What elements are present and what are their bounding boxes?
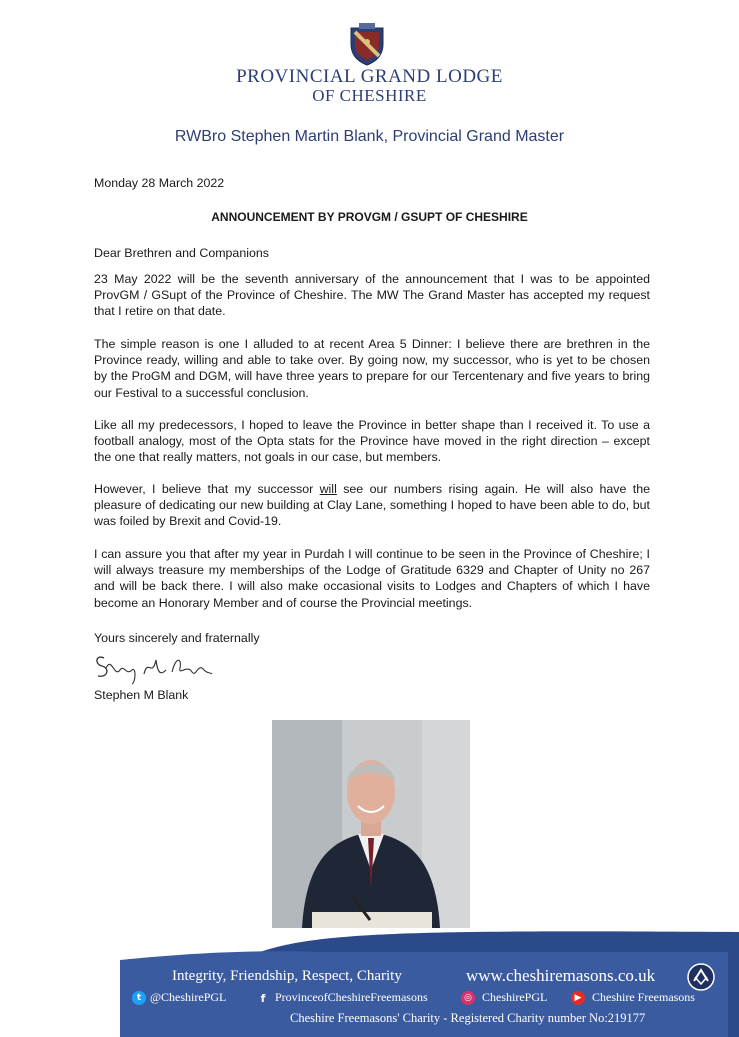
footer-values: Integrity, Friendship, Respect, Charity xyxy=(172,968,402,984)
underlined-word: will xyxy=(319,482,337,496)
masonic-emblem-icon xyxy=(686,962,716,992)
signature xyxy=(92,648,217,686)
signer-name: Stephen M Blank xyxy=(94,688,189,702)
grand-master-title: RWBro Stephen Martin Blank, Provincial Grand Master xyxy=(174,128,565,145)
youtube-icon: ▶ xyxy=(571,991,585,1005)
paragraph-4: However, I believe that my successor will see our numbers rising again. He will also have the pleasure of dedicating our new building at Clay Lane, something I hoped to have been able to do, but was foiled by Brexit and Covid-19. xyxy=(94,482,650,529)
org-name-line1: PROVINCIAL GRAND LODGE xyxy=(236,66,503,87)
paragraph-1: 23 May 2022 will be the seventh anniversary of the announcement that I was to be appointed ProvGM / GSupt of the Province of Cheshire. The MW The Grand Master has accepted my request that I retire on that date. xyxy=(94,272,650,319)
twitter-icon: t xyxy=(132,991,146,1005)
instagram-icon: ◎ xyxy=(461,991,475,1005)
footer-instagram[interactable]: CheshirePGL xyxy=(482,990,548,1004)
footer-website-link[interactable]: www.cheshiremasons.co.uk xyxy=(466,966,656,985)
salutation: Dear Brethren and Companions xyxy=(94,246,269,260)
letter-heading: ANNOUNCEMENT BY PROVGM / GSUPT OF CHESHIRE xyxy=(211,210,528,224)
letter-date: Monday 28 March 2022 xyxy=(94,176,225,190)
footer-facebook[interactable]: ProvinceofCheshireFreemasons xyxy=(275,990,428,1004)
footer-youtube[interactable]: Cheshire Freemasons xyxy=(592,990,695,1004)
crest-icon xyxy=(347,22,387,66)
paragraph-3: Like all my predecessors, I hoped to leave the Province in better shape than I received it. To use a football analogy, most of the Opta stats for the Province have moved in the right direction – except the one that really matters, not goals in our case, but members. xyxy=(94,418,650,465)
facebook-icon: f xyxy=(260,991,266,1005)
closing: Yours sincerely and fraternally xyxy=(94,631,260,645)
paragraph-5: I can assure you that after my year in Purdah I will continue to be seen in the Province of Cheshire; I will always treasure my memberships of the Lodge of Gratitude 6329 and Chapter of Unity no 267 and will be back there. I will also make occasional visits to Lodges and Chapters of which I have become an Honorary Member and of course the Provincial meetings. xyxy=(94,547,650,610)
paragraph-2: The simple reason is one I alluded to at recent Area 5 Dinner: I believe there are brethren in the Province ready, willing and able to take over. By going now, my successor, who is yet to be chosen by the ProGM and DGM, will have three years to prepare for our Tercentenary and five years to bring our Festival to a successful conclusion. xyxy=(94,337,650,400)
footer-twitter[interactable]: @CheshirePGL xyxy=(150,990,227,1004)
portrait-photo xyxy=(272,720,470,928)
org-name-line2: OF CHESHIRE xyxy=(312,86,427,105)
footer-charity: Cheshire Freemasons' Charity - Registered Charity number No:219177 xyxy=(290,1011,646,1025)
